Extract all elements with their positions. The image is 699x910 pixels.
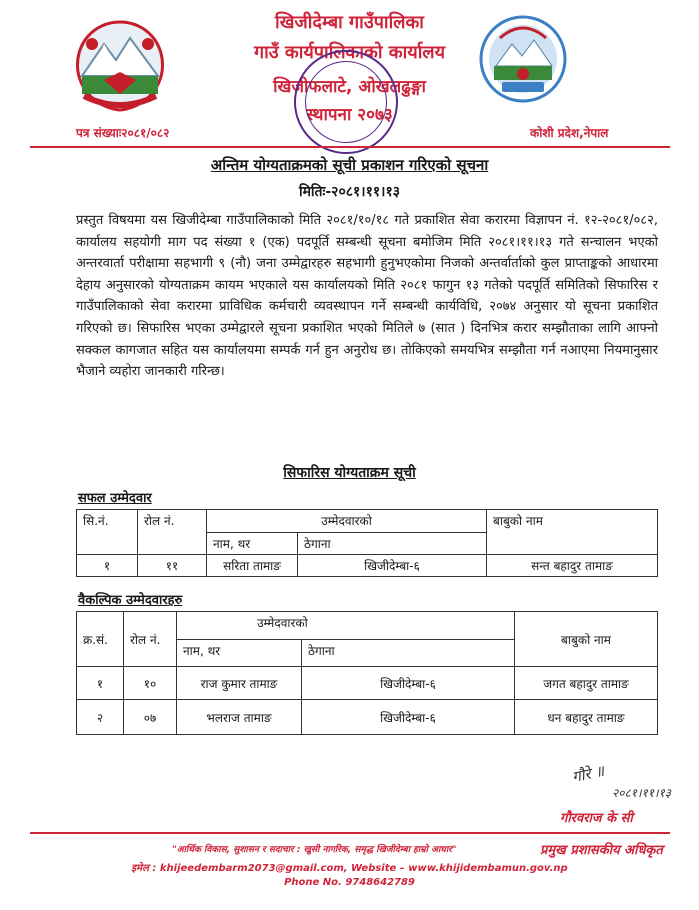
- notice-title: अन्तिम योग्यताक्रमको सूची प्रकाशन गरिएको सूचना: [210, 156, 489, 174]
- cell-address: खिजीदेम्बा-६: [298, 555, 487, 577]
- signature-date: २०८१।११।१३: [612, 786, 672, 800]
- footer-divider: [30, 832, 670, 834]
- cell-father: सन्त बहादुर तामाङ: [487, 555, 658, 577]
- successful-table: [76, 509, 658, 577]
- table-row: [77, 667, 658, 700]
- col-name: नाम, थर: [177, 639, 302, 667]
- col-address: ठेगाना: [298, 532, 487, 555]
- col-sn: क्र.सं.: [77, 612, 124, 667]
- list-title: सिफारिस योग्यताक्रम सूची: [283, 465, 416, 481]
- successful-heading: सफल उम्मेदवार: [78, 491, 152, 506]
- cell-roll: ०७: [124, 700, 177, 735]
- col-father: बाबुको नाम: [487, 510, 658, 555]
- office-address: खिजीफलाटे, ओखलढुङ्गा: [273, 77, 426, 97]
- municipality-name: खिजीदेम्बा गाउँपालिका: [275, 12, 424, 33]
- signatory-title: प्रमुख प्रशासकीय अधिकृत: [540, 843, 663, 858]
- table-row: [77, 700, 658, 735]
- province-name: कोशी प्रदेश,नेपाल: [530, 126, 609, 140]
- cell-sn: १: [77, 667, 124, 700]
- footer-contact: इमेल : khijeedembarm2073@gmail.com, Website – www.khijidembamun.gov.np: [131, 863, 568, 874]
- signature: गौरे ॥: [570, 761, 606, 787]
- signatory-name: गौरवराज के सी: [560, 811, 633, 826]
- letter-number: पत्र संख्याः२०८१/०८२: [76, 126, 170, 140]
- cell-name: सरिता तामाङ: [207, 555, 298, 577]
- col-roll: रोल नं.: [138, 510, 207, 555]
- cell-name: राज कुमार तामाङ: [177, 667, 302, 700]
- cell-sn: २: [77, 700, 124, 735]
- header-divider: [30, 146, 670, 148]
- cell-father: धन बहादुर तामाङ: [515, 700, 658, 735]
- cell-roll: ११: [138, 555, 207, 577]
- col-candidate: उम्मेदवारको: [177, 612, 515, 640]
- col-father: बाबुको नाम: [515, 612, 658, 667]
- cell-sn: १: [77, 555, 138, 577]
- col-sn: सि.नं.: [77, 510, 138, 555]
- cell-father: जगत बहादुर तामाङ: [515, 667, 658, 700]
- col-name: नाम, थर: [207, 532, 298, 555]
- alternate-table: [76, 611, 658, 735]
- col-candidate: उम्मेदवारको: [207, 510, 487, 533]
- col-address: ठेगाना: [302, 639, 515, 667]
- col-roll: रोल नं.: [124, 612, 177, 667]
- office-name: गाउँ कार्यपालिकाको कार्यालय: [253, 42, 446, 63]
- established-year: स्थापना २०७३: [306, 105, 393, 125]
- alternate-heading: वैकल्पिक उम्मेदवारहरु: [78, 593, 183, 608]
- cell-roll: १०: [124, 667, 177, 700]
- table-row: [77, 555, 658, 577]
- notice-body: प्रस्तुत विषयमा यस खिजीदेम्बा गाउँपालिकाको मिति २०८१/१०/१८ गते प्रकाशित सेवा करारमा विज्ञापन नं. १२-२०८१/०८२, कार्यालय सहयोगी माग पद संख्या १ (एक) पदपूर्ति सम्बन्धी सूचना बमोजिम मिति २०८१।११।१३ गते सन्चालन भएको अन्तरवार्ता परीक्षामा सहभागी ९ (नौ) जना उम्मेद्वारहरु सहभागी हुनुभएकोमा निजको अन्तर्वार्ताको कुल प्राप्ताङ्कको आधारमा देहाय अनुसारको योग्यताक्रम कायम भएकाले यस कार्यालयको मिति २०८१ फागुन १३ गतेको पदपूर्ति समितिको सिफारिस र गाउँपालिकाको सेवा करारमा प्राविधिक कर्मचारी व्यवस्थापन गर्ने सम्बन्धी कार्यविधि, २०७४ अनुसार यो सूचना प्रकाशित गरिएको छ। सिफारिस भएका उम्मेद्वारले सूचना प्रकाशित भएको मितिले ७ (सात ) दिनभित्र करार सम्झौताका लागि आफ्नो सक्कल कागजात सहित यस कार्यालयमा सम्पर्क गर्न हुन अनुरोध छ। तोकिएको समयभित्र सम्झौता गर्न नआएमा नियमानुसार भैजाने व्यहोरा जानकारी गरिन्छ।: [76, 213, 658, 380]
- footer-phone: Phone No. 9748642789: [284, 877, 415, 888]
- cell-address: खिजीदेम्बा-६: [302, 667, 515, 700]
- cell-address: खिजीदेम्बा-६: [302, 700, 515, 735]
- footer-motto: "आर्थिक विकास, सुशासन र सदाचार : खुसी नागरिक, समृद्ध खिजीदेम्बा हाम्रो आधार": [172, 845, 457, 855]
- cell-name: भलराज तामाङ: [177, 700, 302, 735]
- notice-date: मितिः-२०८१।११।१३: [298, 184, 401, 200]
